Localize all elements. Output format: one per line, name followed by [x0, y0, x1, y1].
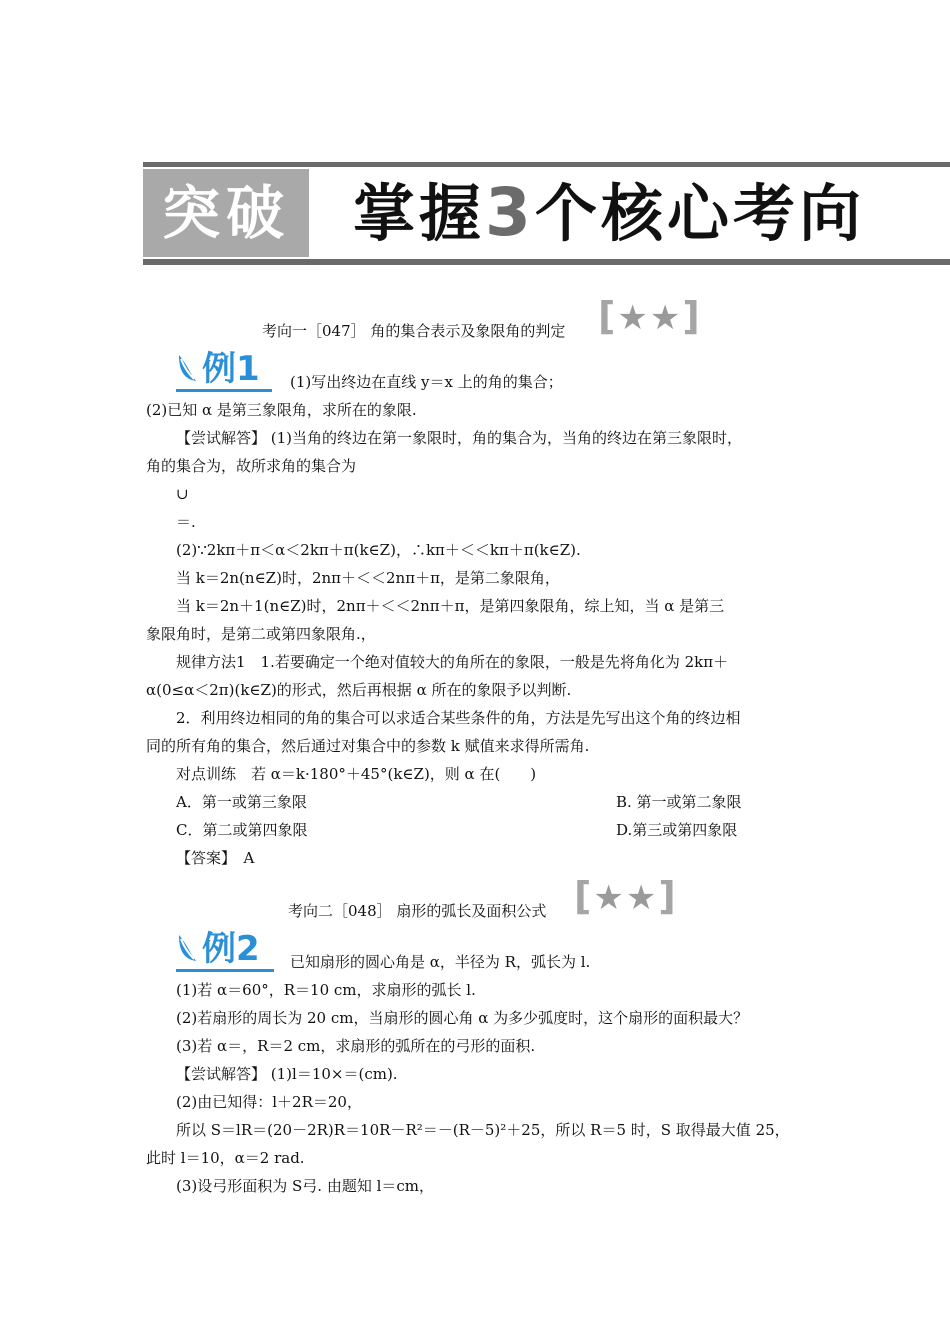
section-heading-1: 考向一［047］ 角的集合表示及象限角的判定	[262, 322, 566, 340]
answer-line: 【答案】 A	[176, 849, 255, 867]
leaf-icon	[176, 933, 198, 963]
option-a: A．第一或第三象限	[176, 793, 307, 811]
banner-title-pre: 掌握	[353, 177, 486, 250]
badge-underline	[176, 389, 272, 392]
text-line: ∪	[176, 485, 189, 503]
banner-bottom-rule	[143, 259, 950, 265]
difficulty-stars-2	[574, 874, 678, 918]
option-b: B. 第一或第二象限	[616, 793, 742, 811]
bracket-left: [	[598, 294, 618, 338]
bracket-right: ]	[658, 874, 678, 918]
badge-underline	[176, 969, 274, 972]
bracket-left: [	[574, 874, 594, 918]
bracket-right: ]	[682, 294, 702, 338]
banner-title	[353, 169, 865, 257]
text-line: 当 k＝2n＋1(n∈Z)时，2nπ＋＜＜2nπ＋π，是第四象限角，综上知，当 α 是第三	[176, 597, 725, 615]
text-line: (2)∵2kπ＋π＜α＜2kπ＋π(k∈Z)，∴kπ＋＜＜kπ＋π(k∈Z).	[176, 541, 581, 559]
leaf-icon	[176, 353, 198, 383]
text-line: (2)由已知得：l＋2R＝20，	[176, 1093, 362, 1111]
section-heading-2: 考向二［048］ 扇形的弧长及面积公式	[288, 902, 547, 920]
text-line: 对点训练 若 α＝k·180°＋45°(k∈Z)，则 α 在( )	[176, 765, 537, 783]
star-icon: ★★	[593, 878, 659, 918]
text-line: 当 k＝2n(n∈Z)时，2nπ＋＜＜2nπ＋π，是第二象限角，	[176, 569, 560, 587]
text-line: ＝.	[176, 513, 196, 531]
example-badge-2	[176, 930, 274, 968]
text-line: 角的集合为，故所求角的集合为	[146, 457, 357, 475]
banner-title-num: 3	[485, 174, 535, 251]
example-label-2: 例2	[202, 929, 260, 969]
banner-top-rule	[143, 162, 950, 167]
text-line: 此时 l＝10，α＝2 rad.	[146, 1149, 305, 1167]
text-line: (1)写出终边在直线 y＝x 上的角的集合；	[290, 373, 563, 391]
text-line: (3)若 α＝，R＝2 cm，求扇形的弧所在的弓形的面积.	[176, 1037, 536, 1055]
text-line: (1)若 α＝60°，R＝10 cm，求扇形的弧长 l.	[176, 981, 476, 999]
text-line: 【尝试解答】 (1)l＝10×＝(cm).	[176, 1065, 398, 1083]
text-line: (2)已知 α 是第三象限角，求所在的象限.	[146, 401, 417, 419]
text-line: 规律方法1 1.若要确定一个绝对值较大的角所在的象限，一般是先将角化为 2kπ＋	[176, 653, 729, 671]
option-d: D.第三或第四象限	[616, 821, 738, 839]
banner-label: 突破	[143, 169, 309, 257]
example-label-1: 例1	[202, 349, 260, 389]
text-line: α(0≤α＜2π)(k∈Z)的形式，然后再根据 α 所在的象限予以判断.	[146, 681, 572, 699]
text-line: (2)若扇形的周长为 20 cm，当扇形的圆心角 α 为多少弧度时，这个扇形的面积最大？	[176, 1009, 749, 1027]
option-c: C．第二或第四象限	[176, 821, 308, 839]
section-banner	[143, 162, 950, 266]
text-line: 象限角时，是第二或第四象限角.，	[146, 625, 376, 643]
text-line: 所以 S＝lR＝(20－2R)R＝10R－R²＝－(R－5)²＋25，所以 R＝5 时，S 取得最大值 25，	[176, 1121, 790, 1139]
banner-title-post: 个核心考向	[534, 177, 865, 250]
text-line: 【尝试解答】 (1)当角的终边在第一象限时，角的集合为，当角的终边在第三象限时，	[176, 429, 743, 447]
text-line: 已知扇形的圆心角是 α，半径为 R，弧长为 l.	[290, 953, 591, 971]
text-line: (3)设弓形面积为 S弓. 由题知 l＝cm，	[176, 1177, 435, 1195]
star-icon: ★★	[617, 298, 683, 338]
text-line: 同的所有角的集合，然后通过对集合中的参数 k 赋值来求得所需角.	[146, 737, 590, 755]
example-badge-1	[176, 350, 272, 388]
text-line: 2．利用终边相同的角的集合可以求适合某些条件的角，方法是先写出这个角的终边相	[176, 709, 741, 727]
difficulty-stars-1	[598, 294, 702, 338]
